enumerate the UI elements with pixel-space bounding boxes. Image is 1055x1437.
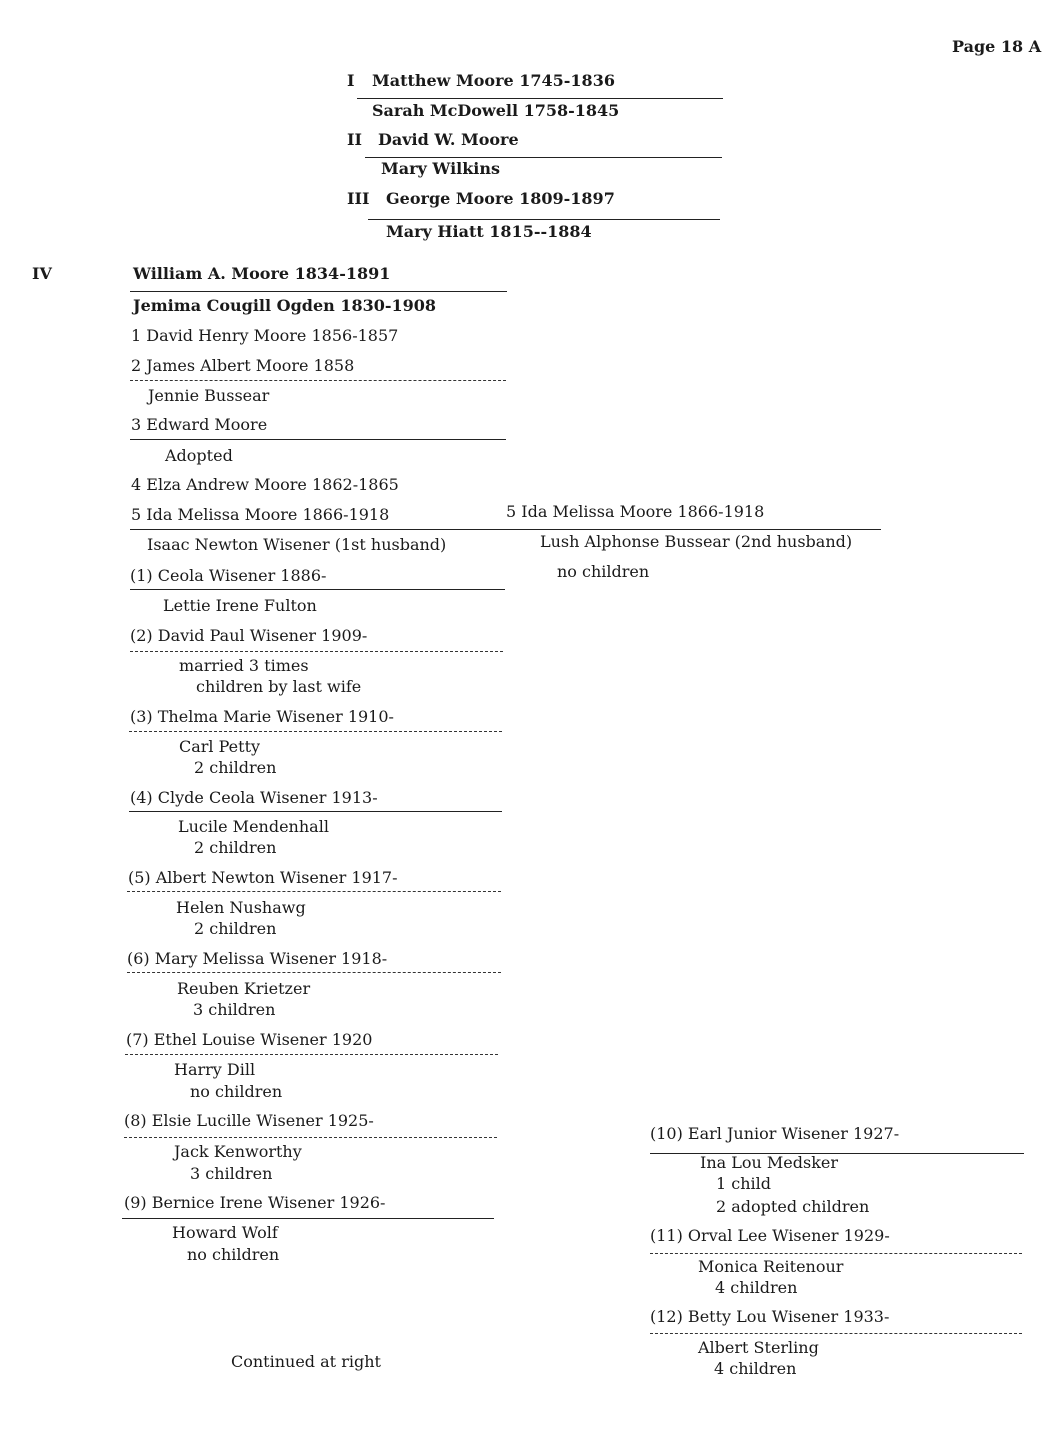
- list-item: (10) Earl Junior Wisener 1927-: [650, 1124, 900, 1143]
- ida-name-right: 5 Ida Melissa Moore 1866-1918: [506, 502, 765, 521]
- gen1-name: Matthew Moore 1745-1836: [372, 71, 615, 90]
- list-item: 1 David Henry Moore 1856-1857: [131, 326, 399, 345]
- gen4-spouse: Jemima Cougill Ogden 1830-1908: [133, 296, 437, 315]
- list-item: 2 James Albert Moore 1858: [131, 356, 355, 375]
- wisener-spouse: married 3 times: [179, 656, 309, 675]
- child-spouse: Adopted: [165, 446, 233, 465]
- continued-note: Continued at right: [231, 1352, 381, 1371]
- wisener-note: children by last wife: [196, 677, 362, 696]
- wisener-note: 3 children: [193, 1000, 276, 1019]
- wisener-note: no children: [187, 1245, 280, 1264]
- wisener-spouse: Monica Reitenour: [698, 1257, 844, 1276]
- wisener-note: 4 children: [714, 1359, 797, 1378]
- gen3-spouse: Mary Hiatt 1815--1884: [386, 222, 592, 241]
- list-item: (5) Albert Newton Wisener 1917-: [128, 868, 398, 887]
- gen1-roman: I: [347, 71, 355, 90]
- wisener-divider: [129, 811, 502, 812]
- list-item: (1) Ceola Wisener 1886-: [130, 566, 327, 585]
- wisener-spouse: Harry Dill: [174, 1060, 256, 1079]
- list-item: 3 Edward Moore: [131, 415, 268, 434]
- wisener-spouse: Lucile Mendenhall: [178, 817, 329, 836]
- gen4-divider: [130, 291, 507, 292]
- gen2-name: David W. Moore: [378, 130, 519, 149]
- wisener-divider: [127, 891, 501, 892]
- ida-second-note: no children: [557, 562, 650, 581]
- wisener-spouse: Helen Nushawg: [176, 898, 306, 917]
- wisener-spouse: Lettie Irene Fulton: [163, 596, 317, 615]
- wisener-divider: [122, 1218, 494, 1219]
- wisener-spouse: Carl Petty: [179, 737, 261, 756]
- list-item: 4 Elza Andrew Moore 1862-1865: [131, 475, 399, 494]
- list-item: 5 Ida Melissa Moore 1866-1918: [131, 505, 390, 524]
- gen3-name: George Moore 1809-1897: [386, 189, 615, 208]
- child-spouse: Isaac Newton Wisener (1st husband): [147, 535, 447, 554]
- gen1-spouse: Sarah McDowell 1758-1845: [372, 101, 620, 120]
- wisener-note: 1 child: [716, 1174, 772, 1193]
- wisener-note: 2 children: [194, 758, 277, 777]
- wisener-note: no children: [190, 1082, 283, 1101]
- wisener-divider: [650, 1253, 1022, 1254]
- gen4-roman: IV: [32, 264, 52, 283]
- list-item: (2) David Paul Wisener 1909-: [130, 626, 368, 645]
- list-item: (9) Bernice Irene Wisener 1926-: [124, 1193, 386, 1212]
- wisener-divider: [650, 1333, 1022, 1334]
- wisener-divider: [127, 972, 501, 973]
- list-item: (12) Betty Lou Wisener 1933-: [650, 1307, 890, 1326]
- wisener-spouse: Jack Kenworthy: [174, 1142, 302, 1161]
- wisener-note: 3 children: [190, 1164, 273, 1183]
- child-spouse: Jennie Bussear: [148, 386, 270, 405]
- wisener-divider: [130, 651, 503, 652]
- gen4-name: William A. Moore 1834-1891: [133, 264, 391, 283]
- list-item: (3) Thelma Marie Wisener 1910-: [130, 707, 394, 726]
- wisener-spouse: Howard Wolf: [172, 1223, 278, 1242]
- list-item: (11) Orval Lee Wisener 1929-: [650, 1226, 890, 1245]
- list-item: (7) Ethel Louise Wisener 1920: [126, 1030, 373, 1049]
- gen3-roman: III: [347, 189, 370, 208]
- gen2-spouse: Mary Wilkins: [381, 159, 501, 178]
- wisener-divider: [124, 1137, 497, 1138]
- ida-second-spouse: Lush Alphonse Bussear (2nd husband): [540, 532, 853, 551]
- wisener-note: 2 adopted children: [716, 1197, 870, 1216]
- wisener-note: 2 children: [194, 838, 277, 857]
- child-divider: [130, 439, 506, 440]
- child-divider: [130, 380, 506, 381]
- wisener-spouse: Albert Sterling: [698, 1338, 819, 1357]
- wisener-spouse: Ina Lou Medsker: [700, 1153, 839, 1172]
- gen1-divider: [357, 98, 723, 99]
- gen2-divider: [365, 157, 722, 158]
- list-item: (8) Elsie Lucille Wisener 1925-: [124, 1111, 374, 1130]
- page-number: Page 18 A: [952, 37, 1042, 56]
- list-item: (6) Mary Melissa Wisener 1918-: [127, 949, 388, 968]
- ida-divider: [130, 529, 881, 530]
- wisener-note: 4 children: [715, 1278, 798, 1297]
- wisener-divider: [125, 1054, 498, 1055]
- wisener-spouse: Reuben Krietzer: [177, 979, 311, 998]
- list-item: (4) Clyde Ceola Wisener 1913-: [130, 788, 378, 807]
- wisener-note: 2 children: [194, 919, 277, 938]
- wisener-divider: [129, 731, 502, 732]
- wisener-divider: [130, 589, 505, 590]
- gen2-roman: II: [347, 130, 362, 149]
- gen3-divider: [368, 219, 720, 220]
